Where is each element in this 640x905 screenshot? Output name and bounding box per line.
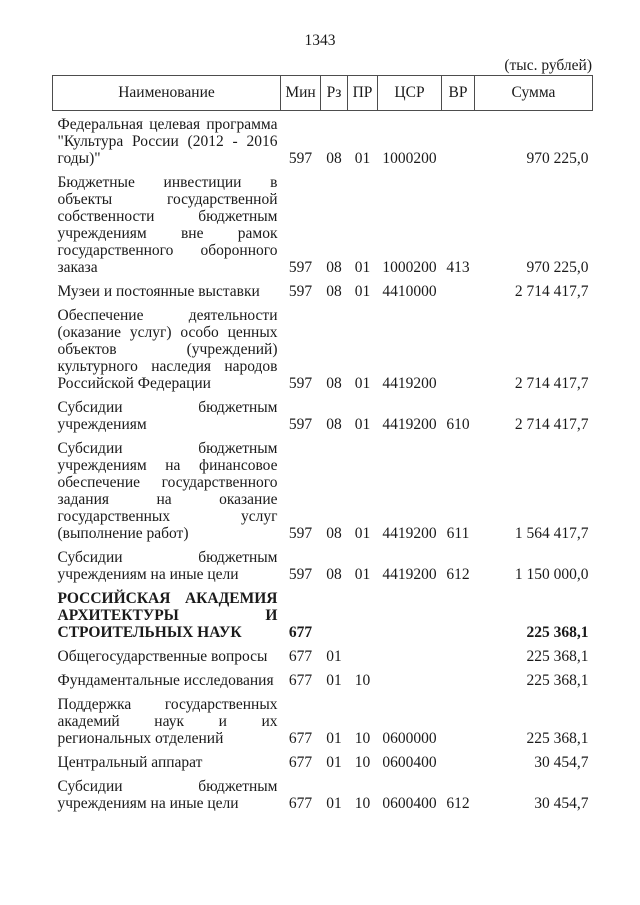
cell-vr: 413 bbox=[446, 259, 470, 276]
cell-name: Музеи и постоянные выставки bbox=[57, 283, 260, 300]
cell-pr: 01 bbox=[354, 416, 371, 433]
cell-rz: 01 bbox=[326, 730, 342, 747]
cell-rz: 01 bbox=[326, 754, 342, 771]
table-row bbox=[53, 641, 593, 665]
cell-pr: 10 bbox=[354, 795, 371, 812]
cell-name: Субсидии бюджетным учреждениям на финансовое обеспечение государственного задания на оказание государственных услуг (выполнение работ) bbox=[57, 440, 278, 542]
col-header-vr: ВР bbox=[442, 76, 475, 111]
cell-vr bbox=[442, 583, 475, 641]
units-note: (тыс. рублей) bbox=[504, 57, 592, 74]
cell-csr bbox=[378, 665, 442, 689]
cell-sum: 970 225,0 bbox=[526, 150, 589, 167]
cell-min: 597 bbox=[288, 283, 313, 300]
cell-csr: 0600400 bbox=[382, 754, 437, 771]
table-row bbox=[53, 665, 593, 689]
cell-min: 677 bbox=[288, 795, 313, 812]
cell-min: 597 bbox=[288, 375, 313, 392]
cell-name: Субсидии бюджетным учреждениям на иные цели bbox=[57, 549, 278, 583]
cell-min: 677 bbox=[288, 648, 313, 665]
cell-pr: 01 bbox=[354, 375, 371, 392]
table-row bbox=[53, 689, 593, 747]
cell-name: Субсидии бюджетным учреждениям bbox=[57, 399, 278, 433]
cell-csr bbox=[378, 641, 442, 665]
cell-sum: 30 454,7 bbox=[534, 754, 589, 771]
cell-vr bbox=[442, 300, 475, 392]
cell-min: 677 bbox=[288, 624, 313, 641]
cell-vr bbox=[442, 689, 475, 747]
cell-rz: 08 bbox=[326, 375, 342, 392]
table-row bbox=[53, 167, 593, 276]
cell-sum: 225 368,1 bbox=[526, 730, 589, 747]
cell-csr: 4419200 bbox=[382, 375, 437, 392]
cell-csr: 4419200 bbox=[382, 566, 437, 583]
cell-vr bbox=[442, 747, 475, 771]
cell-min: 597 bbox=[288, 259, 313, 276]
col-header-pr: ПР bbox=[348, 76, 378, 111]
cell-sum: 225 368,1 bbox=[526, 648, 589, 665]
cell-name: Общегосударственные вопросы bbox=[57, 648, 268, 665]
table-row bbox=[53, 583, 593, 641]
cell-sum: 225 368,1 bbox=[526, 624, 589, 641]
cell-rz: 01 bbox=[326, 672, 342, 689]
cell-name: Фундаментальные исследования bbox=[57, 672, 274, 689]
cell-min: 597 bbox=[288, 416, 313, 433]
cell-rz: 08 bbox=[326, 416, 342, 433]
cell-min: 677 bbox=[288, 730, 313, 747]
cell-pr bbox=[348, 583, 378, 641]
col-header-sum: Сумма bbox=[475, 76, 593, 111]
col-header-rz: Рз bbox=[321, 76, 348, 111]
cell-csr: 0600000 bbox=[382, 730, 437, 747]
table-row bbox=[53, 747, 593, 771]
cell-sum: 2 714 417,7 bbox=[514, 416, 589, 433]
cell-csr: 1000200 bbox=[382, 259, 437, 276]
cell-name: Федеральная целевая программа "Культура России (2012 - 2016 годы)" bbox=[57, 116, 278, 167]
cell-pr: 10 bbox=[354, 754, 371, 771]
cell-rz: 08 bbox=[326, 566, 342, 583]
cell-vr bbox=[442, 111, 475, 168]
table-row bbox=[53, 276, 593, 300]
cell-sum: 30 454,7 bbox=[534, 795, 589, 812]
cell-min: 597 bbox=[288, 525, 313, 542]
cell-pr: 01 bbox=[354, 259, 371, 276]
cell-pr: 01 bbox=[354, 283, 371, 300]
col-header-min: Мин bbox=[281, 76, 321, 111]
cell-vr bbox=[442, 665, 475, 689]
cell-name: Бюджетные инвестиции в объекты государственной собственности бюджетным учреждениям вне рамок государственного оборонного заказа bbox=[57, 174, 278, 276]
cell-csr: 4419200 bbox=[382, 525, 437, 542]
cell-sum: 225 368,1 bbox=[526, 672, 589, 689]
page-number: 1343 bbox=[304, 32, 336, 49]
cell-sum: 1 150 000,0 bbox=[514, 566, 589, 583]
table-row bbox=[53, 300, 593, 392]
cell-name: Поддержка государственных академий наук и их региональных отделений bbox=[57, 696, 278, 747]
cell-min: 597 bbox=[288, 150, 313, 167]
cell-pr: 10 bbox=[354, 730, 371, 747]
cell-rz: 08 bbox=[326, 525, 342, 542]
cell-pr: 10 bbox=[354, 672, 371, 689]
table-header bbox=[53, 76, 593, 111]
cell-rz bbox=[321, 583, 348, 641]
cell-min: 677 bbox=[288, 672, 313, 689]
col-header-name: Наименование bbox=[53, 76, 281, 111]
cell-csr: 1000200 bbox=[382, 150, 437, 167]
cell-csr: 0600400 bbox=[382, 795, 437, 812]
table-body bbox=[53, 111, 593, 813]
cell-pr: 01 bbox=[354, 150, 371, 167]
cell-rz: 08 bbox=[326, 150, 342, 167]
cell-min: 597 bbox=[288, 566, 313, 583]
budget-table bbox=[52, 75, 593, 812]
col-header-csr: ЦСР bbox=[378, 76, 442, 111]
cell-vr: 610 bbox=[446, 416, 470, 433]
cell-rz: 08 bbox=[326, 283, 342, 300]
cell-vr: 612 bbox=[446, 795, 470, 812]
table-row bbox=[53, 433, 593, 542]
cell-sum: 2 714 417,7 bbox=[514, 283, 589, 300]
cell-min: 677 bbox=[288, 754, 313, 771]
cell-rz: 01 bbox=[326, 648, 342, 665]
table-row bbox=[53, 771, 593, 812]
cell-csr: 4419200 bbox=[382, 416, 437, 433]
table-row bbox=[53, 111, 593, 168]
cell-csr bbox=[378, 583, 442, 641]
cell-vr bbox=[442, 276, 475, 300]
cell-sum: 970 225,0 bbox=[526, 259, 589, 276]
cell-sum: 1 564 417,7 bbox=[514, 525, 589, 542]
header-row bbox=[53, 76, 593, 111]
cell-name: Центральный аппарат bbox=[57, 754, 203, 771]
cell-pr: 01 bbox=[354, 525, 371, 542]
cell-sum: 2 714 417,7 bbox=[514, 375, 589, 392]
cell-rz: 01 bbox=[326, 795, 342, 812]
cell-pr bbox=[348, 641, 378, 665]
cell-pr: 01 bbox=[354, 566, 371, 583]
cell-name: Субсидии бюджетным учреждениям на иные цели bbox=[57, 778, 278, 812]
table-row bbox=[53, 392, 593, 433]
cell-name: Обеспечение деятельности (оказание услуг) особо ценных объектов (учреждений) культурного наследия народов Российской Федерации bbox=[57, 307, 278, 392]
cell-vr: 612 bbox=[446, 566, 470, 583]
cell-rz: 08 bbox=[326, 259, 342, 276]
table-row bbox=[53, 542, 593, 583]
cell-vr: 611 bbox=[446, 525, 470, 542]
cell-vr bbox=[442, 641, 475, 665]
cell-name: РОССИЙСКАЯ АКАДЕМИЯ АРХИТЕКТУРЫ И СТРОИТЕЛЬНЫХ НАУК bbox=[57, 590, 278, 641]
cell-csr: 4410000 bbox=[382, 283, 437, 300]
